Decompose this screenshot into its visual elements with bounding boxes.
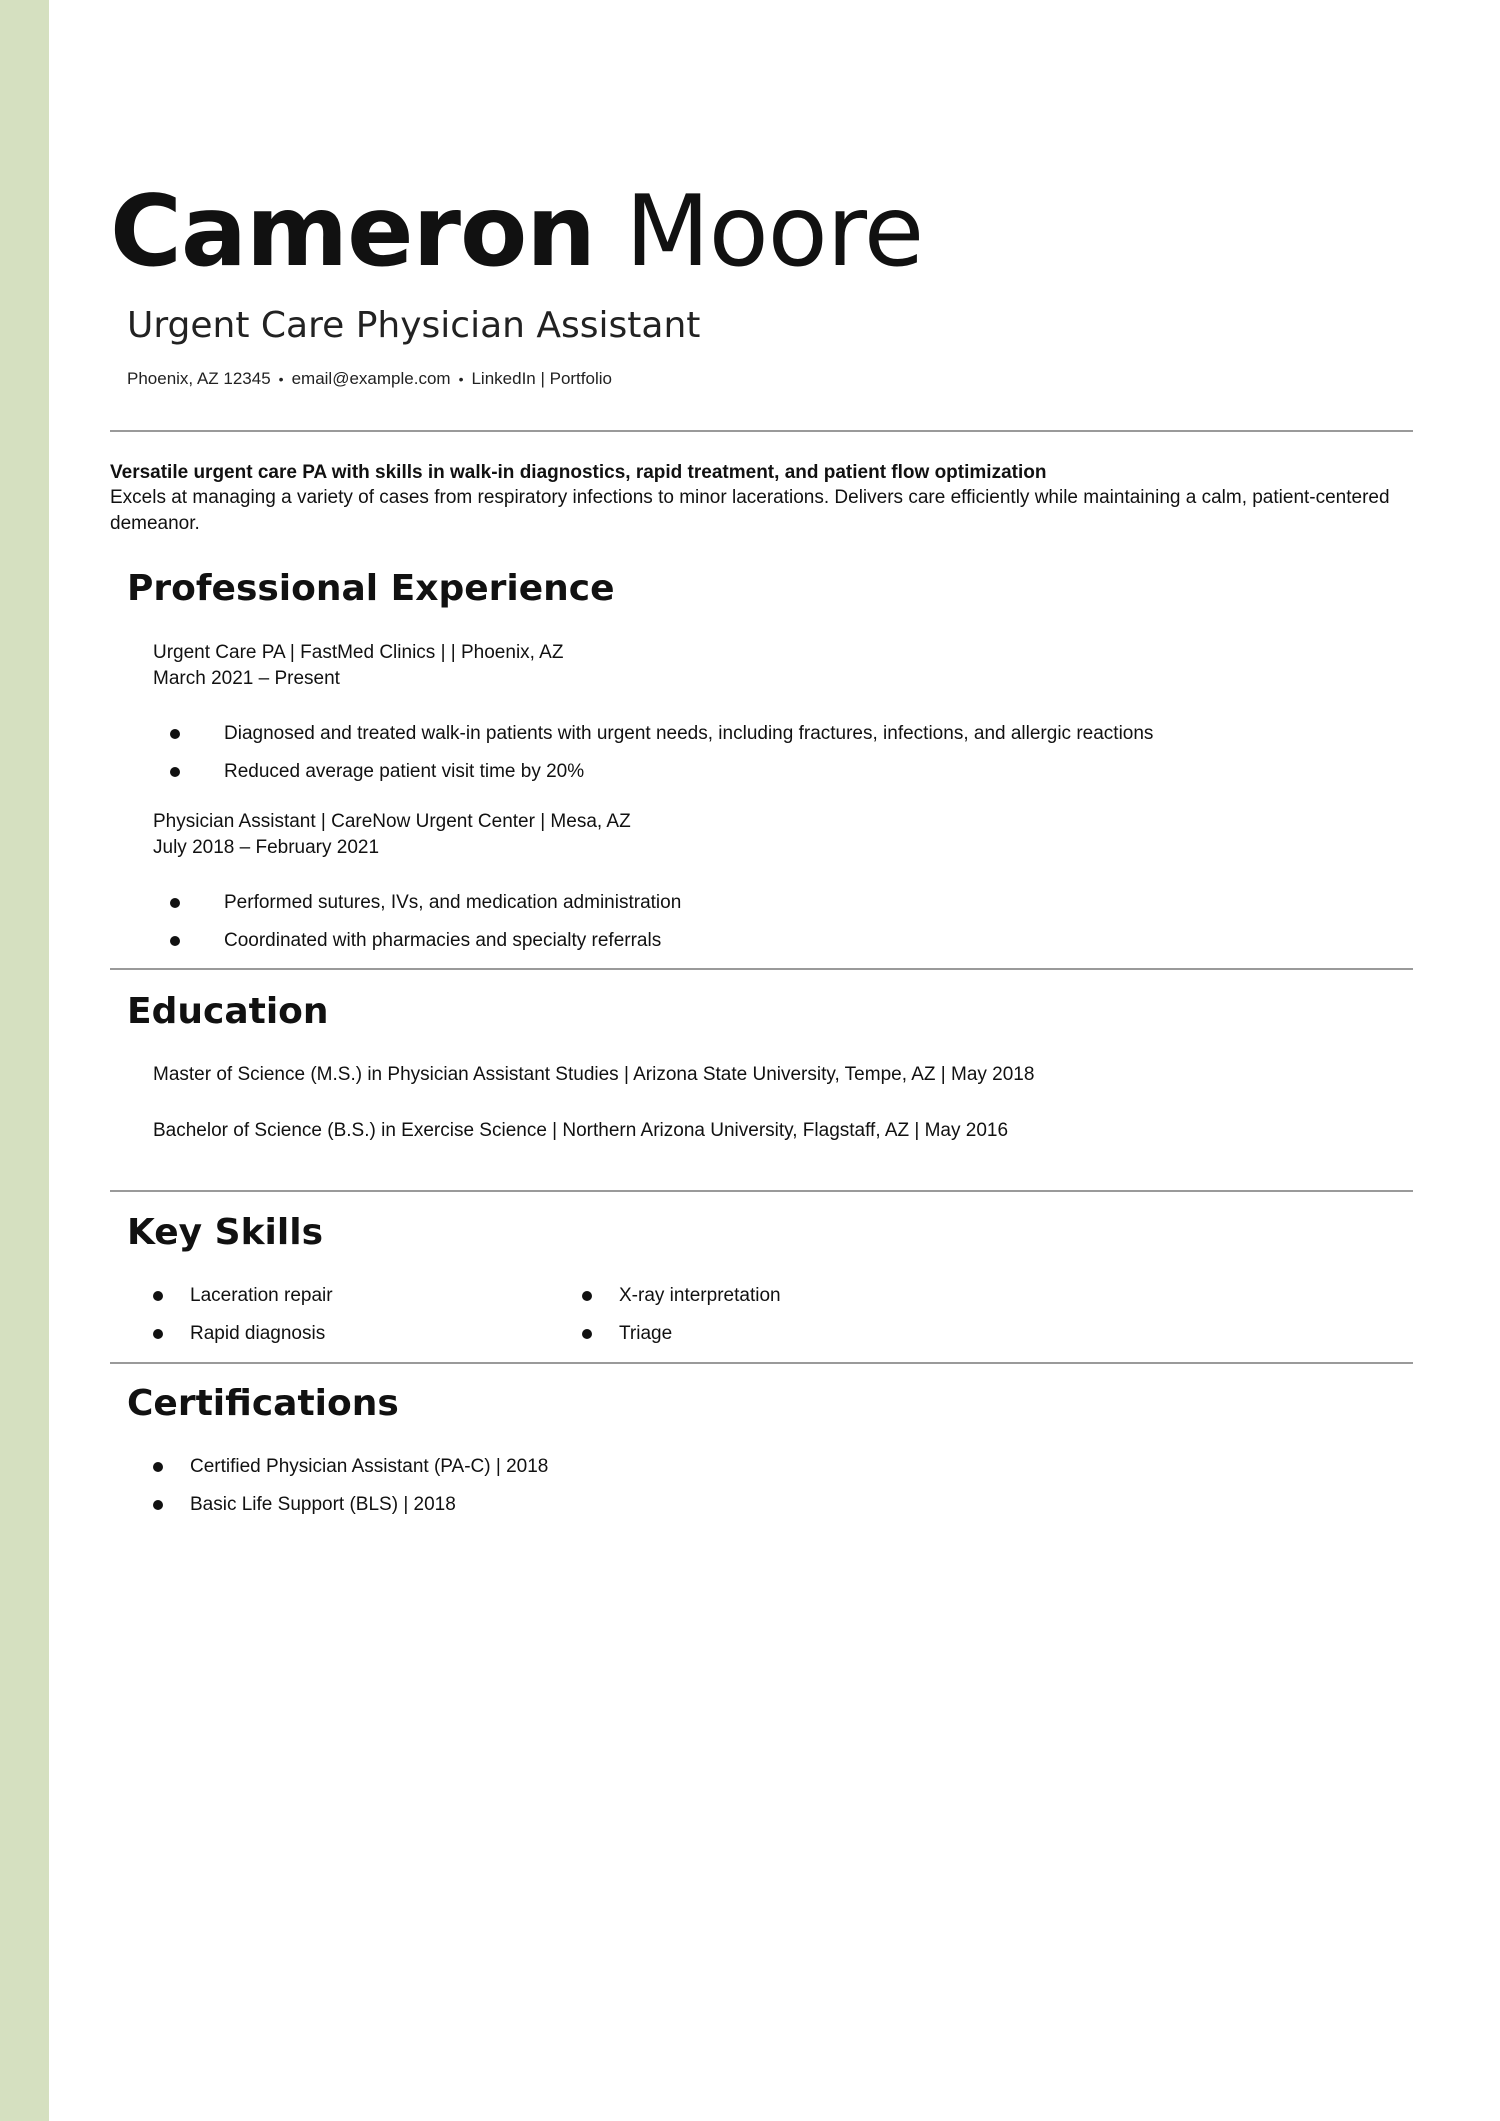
skill-item — [582, 1283, 781, 1309]
job-bullet — [170, 721, 1153, 747]
summary-headline: Versatile urgent care PA with skills in walk-in diagnostics, rapid treatment, and patient flow optimization — [110, 462, 1047, 483]
job-bullet — [170, 759, 584, 785]
bullet-icon — [170, 936, 180, 946]
bullet-icon — [582, 1329, 592, 1339]
divider — [110, 1362, 1413, 1364]
job-heading: Urgent Care PA | FastMed Clinics | | Phoenix, AZ — [153, 642, 564, 663]
skill-text: Laceration repair — [190, 1285, 333, 1306]
skill-item — [153, 1283, 333, 1309]
skill-item — [582, 1321, 672, 1347]
bullet-icon — [170, 729, 180, 739]
job-heading: Physician Assistant | CareNow Urgent Center | Mesa, AZ — [153, 811, 631, 832]
candidate-name — [110, 172, 923, 292]
bullet-icon — [153, 1500, 163, 1510]
contact-location: Phoenix, AZ 12345 — [127, 369, 271, 388]
bullet-icon — [170, 898, 180, 908]
contact-email[interactable]: email@example.com — [291, 369, 451, 388]
first-name: Cameron — [110, 175, 596, 289]
certification-item — [153, 1492, 456, 1518]
skill-text: Rapid diagnosis — [190, 1323, 326, 1344]
divider — [110, 430, 1413, 432]
contact-links[interactable]: LinkedIn | Portfolio — [471, 369, 612, 388]
education-section-title: Education — [127, 991, 329, 1032]
skill-text: X-ray interpretation — [619, 1285, 781, 1306]
certifications-section-title: Certifications — [127, 1383, 399, 1424]
experience-section-title: Professional Experience — [127, 568, 615, 609]
divider — [110, 968, 1413, 970]
certification-text: Basic Life Support (BLS) | 2018 — [190, 1494, 456, 1515]
bullet-text: Reduced average patient visit time by 20% — [224, 761, 585, 782]
bullet-icon — [153, 1291, 163, 1301]
bullet-text: Performed sutures, IVs, and medication administration — [224, 892, 682, 913]
bullet-icon — [582, 1291, 592, 1301]
education-entry: Master of Science (M.S.) in Physician Assistant Studies | Arizona State University, Tempe, AZ | May 2018 — [153, 1064, 1035, 1085]
certification-item — [153, 1454, 548, 1480]
bullet-icon — [170, 767, 180, 777]
accent-sidebar — [0, 0, 49, 2121]
job-dates: March 2021 – Present — [153, 668, 340, 689]
skill-item — [153, 1321, 325, 1347]
separator-dot: • — [278, 371, 284, 387]
last-name: Moore — [625, 175, 924, 289]
bullet-icon — [153, 1462, 163, 1472]
bullet-text: Coordinated with pharmacies and specialty referrals — [224, 930, 662, 951]
skill-text: Triage — [619, 1323, 673, 1344]
divider — [110, 1190, 1413, 1192]
education-entry: Bachelor of Science (B.S.) in Exercise Science | Northern Arizona University, Flagstaff, AZ | May 2016 — [153, 1120, 1009, 1141]
separator-dot: • — [458, 371, 464, 387]
job-bullet — [170, 890, 681, 916]
skills-section-title: Key Skills — [127, 1212, 323, 1253]
job-title: Urgent Care Physician Assistant — [127, 305, 701, 346]
bullet-icon — [153, 1329, 163, 1339]
bullet-text: Diagnosed and treated walk-in patients with urgent needs, including fractures, infections, and allergic reactions — [224, 723, 1154, 744]
job-bullet — [170, 928, 661, 954]
summary-body: Excels at managing a variety of cases from respiratory infections to minor lacerations. Delivers care efficiently while maintaining a calm, patient-centered demeanor. — [110, 487, 1390, 534]
job-dates: July 2018 – February 2021 — [153, 837, 380, 858]
contact-line — [127, 368, 612, 390]
certification-text: Certified Physician Assistant (PA-C) | 2018 — [190, 1456, 549, 1477]
